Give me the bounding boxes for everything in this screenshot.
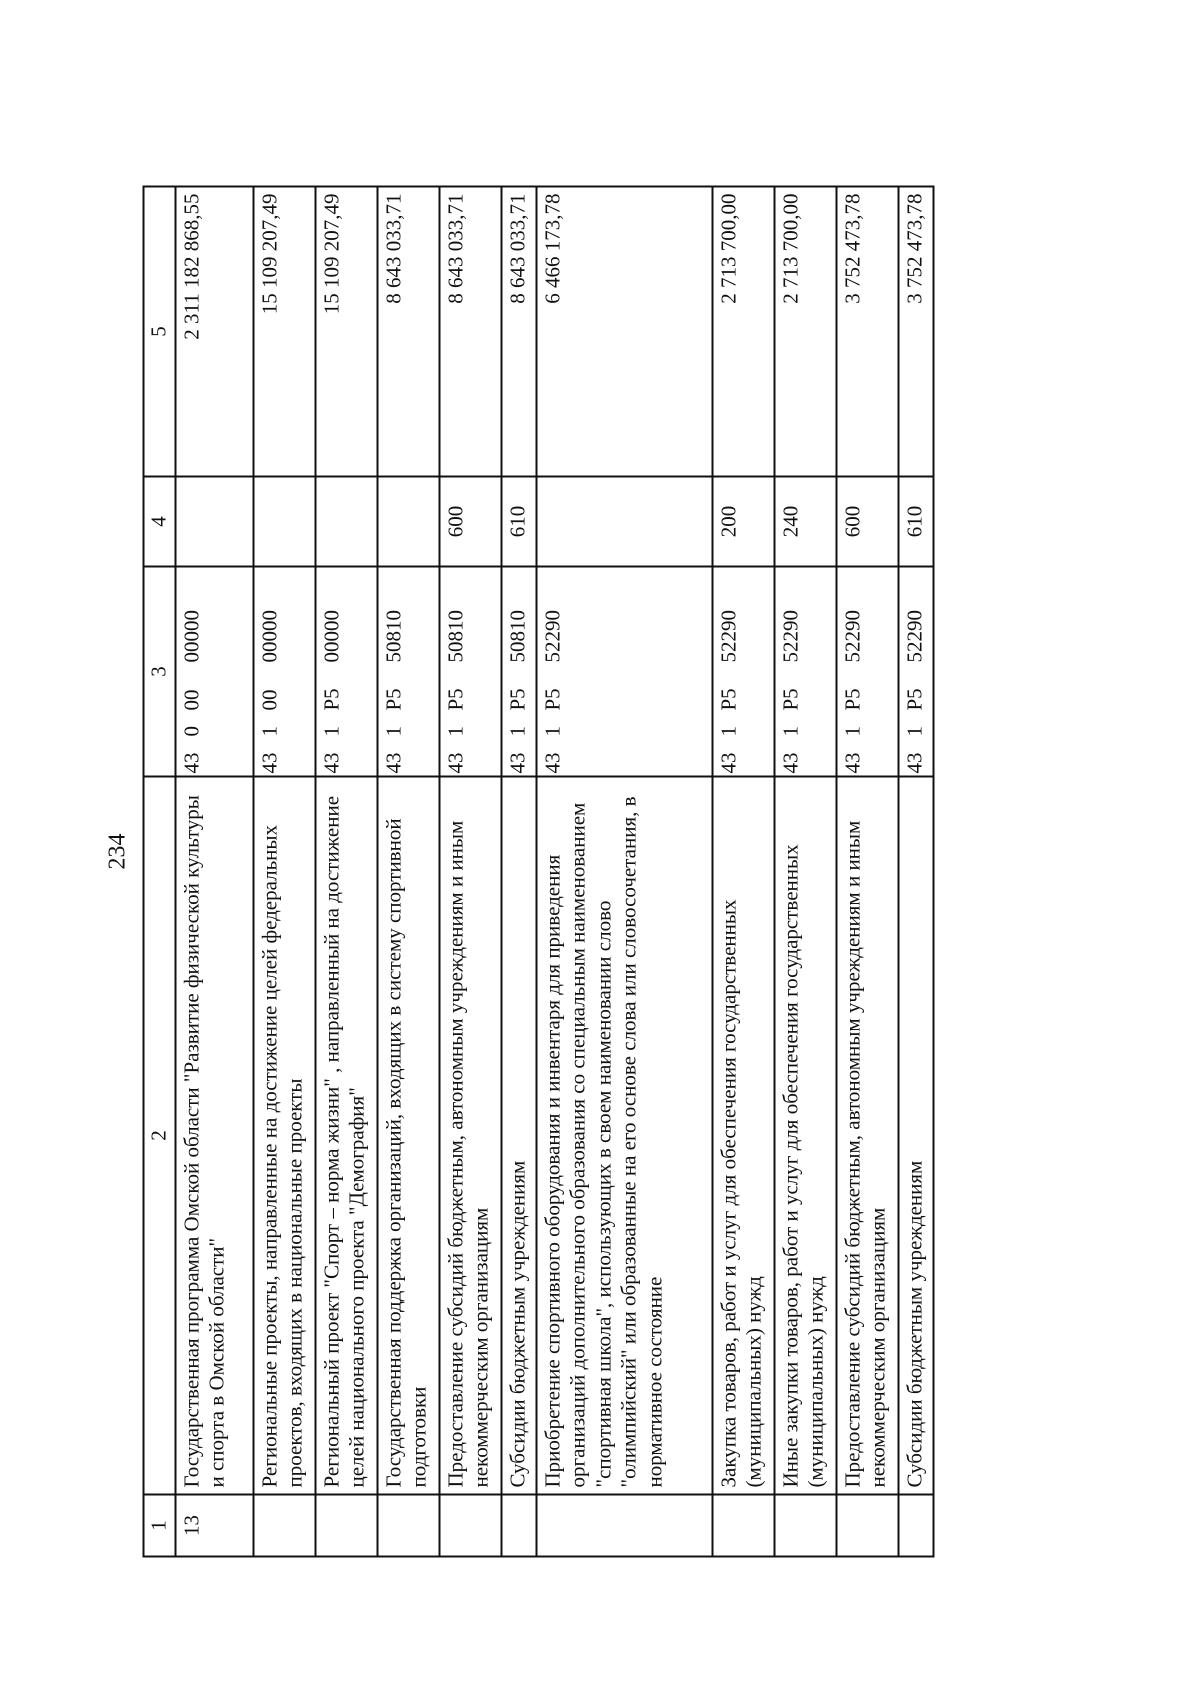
row-number [315,1495,377,1557]
expense-type-code: 200 [712,477,774,567]
code-direction: P5 [501,669,536,717]
amount-value: 2 713 700,00 [774,187,836,477]
row-name: Государственная поддержка организаций, входящих в систему спортивной подготовки [377,777,439,1495]
amount-value: 3 752 473,78 [898,187,933,477]
row-name: Региональные проекты, направленные на достижение целей федеральных проектов, входящих в национальные проекты [253,777,315,1495]
row-name: Региональный проект "Спорт – норма жизни" , направленный на достижение целей национального проекта "Демография" [315,777,377,1495]
code-program: 43 [315,743,377,777]
column-header-3: 3 [144,567,176,777]
code-program: 43 [253,743,315,777]
code-program: 43 [175,743,253,777]
table-row [836,187,898,1557]
code-direction: P5 [439,669,501,717]
code-direction: P5 [315,669,377,717]
table-row [774,187,836,1557]
code-program: 43 [836,743,898,777]
code-target: 52290 [898,567,933,669]
row-name: Приобретение спортивного оборудования и инвентаря для приведения организаций дополнительного образования со специальным наименованием "спортивная школа", использующих в своем наименовании слово "олимпийский" или образованные на его основе слова или словосочетания, в нормативное состояние [536,777,712,1495]
code-target: 50810 [501,567,536,669]
expense-type-code [377,477,439,567]
row-name: Предоставление субсидий бюджетным, автономным учреждениям и иным некоммерческим организациям [439,777,501,1495]
expense-type-code: 600 [836,477,898,567]
column-header-1: 1 [144,1495,176,1557]
row-name: Закупка товаров, работ и услуг для обеспечения государственных (муниципальных) нужд [712,777,774,1495]
column-header-4: 4 [144,477,176,567]
code-target: 52290 [836,567,898,669]
expense-type-code: 240 [774,477,836,567]
code-subprogram: 1 [774,717,836,743]
code-target: 00000 [253,567,315,669]
code-direction: P5 [536,669,712,717]
expense-type-code [536,477,712,567]
row-number [439,1495,501,1557]
code-target: 50810 [377,567,439,669]
code-direction: 00 [175,669,253,717]
expense-type-code: 610 [898,477,933,567]
code-subprogram: 0 [175,717,253,743]
table-row [439,187,501,1557]
table-row [712,187,774,1557]
table-row [253,187,315,1557]
code-direction: 00 [253,669,315,717]
amount-value: 8 643 033,71 [377,187,439,477]
amount-value: 6 466 173,78 [536,187,712,477]
code-target: 52290 [712,567,774,669]
header-row [144,187,176,1557]
code-target: 50810 [439,567,501,669]
table-body [175,187,933,1557]
row-number [377,1495,439,1557]
code-direction: P5 [774,669,836,717]
page-number: 234 [104,833,131,870]
column-header-2: 2 [144,777,176,1495]
row-number [774,1495,836,1557]
amount-value: 15 109 207,49 [253,187,315,477]
code-subprogram: 1 [377,717,439,743]
row-number: 13 [175,1495,253,1557]
code-subprogram: 1 [712,717,774,743]
code-direction: P5 [898,669,933,717]
code-target: 00000 [315,567,377,669]
expense-type-code [253,477,315,567]
amount-value: 8 643 033,71 [501,187,536,477]
expense-type-code [175,477,253,567]
code-subprogram: 1 [536,717,712,743]
code-subprogram: 1 [439,717,501,743]
row-name: Предоставление субсидий бюджетным, автономным учреждениям и иным некоммерческим организациям [836,777,898,1495]
row-name: Субсидии бюджетным учреждениям [501,777,536,1495]
code-direction: P5 [377,669,439,717]
code-direction: P5 [712,669,774,717]
amount-value: 2 713 700,00 [712,187,774,477]
code-subprogram: 1 [253,717,315,743]
table-row [501,187,536,1557]
table-row [315,187,377,1557]
code-target: 52290 [774,567,836,669]
amount-value: 3 752 473,78 [836,187,898,477]
table-row [175,187,253,1557]
table-row [898,187,933,1557]
expense-type-code [315,477,377,567]
code-target: 52290 [536,567,712,669]
code-direction: P5 [836,669,898,717]
code-program: 43 [439,743,501,777]
code-subprogram: 1 [501,717,536,743]
code-program: 43 [898,743,933,777]
row-number [712,1495,774,1557]
budget-table-container [143,188,1066,1558]
code-subprogram: 1 [836,717,898,743]
budget-table [143,186,935,1558]
row-number [501,1495,536,1557]
row-number [536,1495,712,1557]
code-target: 00000 [175,567,253,669]
row-name: Субсидии бюджетным учреждениям [898,777,933,1495]
code-subprogram: 1 [898,717,933,743]
row-name: Иные закупки товаров, работ и услуг для обеспечения государственных (муниципальных) нужд [774,777,836,1495]
code-program: 43 [501,743,536,777]
column-header-5: 5 [144,187,176,477]
code-program: 43 [712,743,774,777]
amount-value: 2 311 182 868,55 [175,187,253,477]
amount-value: 15 109 207,49 [315,187,377,477]
amount-value: 8 643 033,71 [439,187,501,477]
code-program: 43 [377,743,439,777]
code-program: 43 [774,743,836,777]
row-number [836,1495,898,1557]
expense-type-code: 600 [439,477,501,567]
table-row [377,187,439,1557]
code-subprogram: 1 [315,717,377,743]
row-number [898,1495,933,1557]
expense-type-code: 610 [501,477,536,567]
row-name: Государственная программа Омской области "Развитие физической культуры и спорта в Омской области" [175,777,253,1495]
code-program: 43 [536,743,712,777]
table-row [536,187,712,1557]
row-number [253,1495,315,1557]
